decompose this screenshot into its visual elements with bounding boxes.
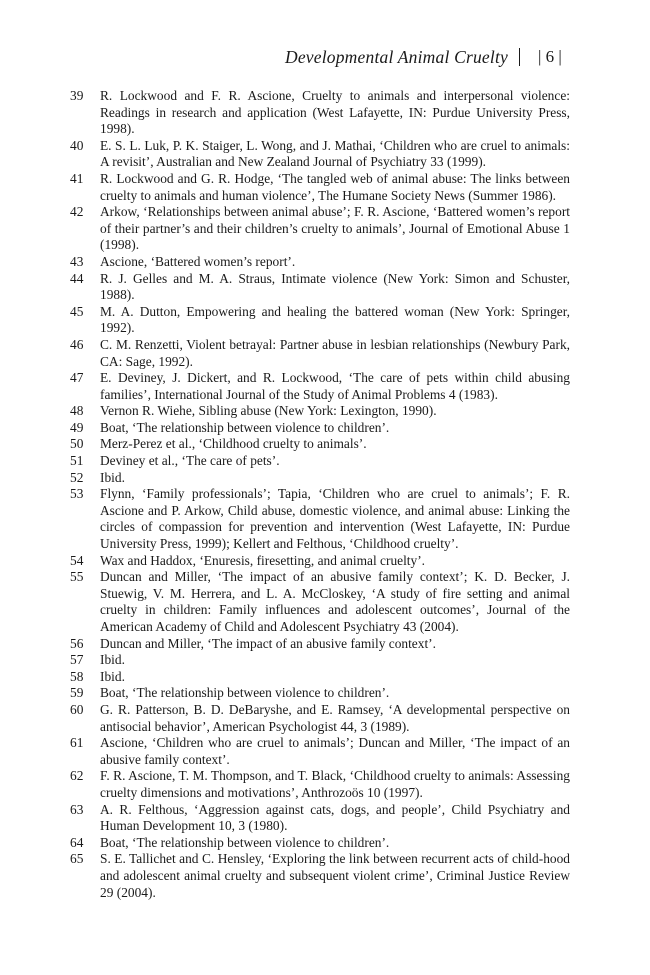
endnote-text: Merz-Perez et al., ‘Childhood cruelty to animals’. <box>100 436 367 452</box>
endnote-number: 57 <box>70 652 84 668</box>
endnote-text: G. R. Patterson, B. D. DeBaryshe, and E. Ramsey, ‘A developmental perspective on antisocial behavior’, American Psychologist 44, 3 (1989). <box>100 701 570 734</box>
endnote-text: Flynn, ‘Family professionals’; Tapia, ‘Children who are cruel to animals’; F. R. Ascione and P. Arkow, Child abuse, domestic violence, and animal abuse: Linking the circles of compassion for prevention and intervention (West Lafayette, IN: Purdue University Press, 1999); Kellert and Felthous, ‘Childhood cruelty’. <box>100 486 570 552</box>
endnote-item <box>70 271 570 304</box>
endnote-item <box>70 802 570 835</box>
endnote-text: R. J. Gelles and M. A. Straus, Intimate violence (New York: Simon and Schuster, 1988). <box>100 270 570 303</box>
endnote-number: 64 <box>70 834 84 850</box>
endnote-number: 62 <box>70 768 84 784</box>
endnote-number: 65 <box>70 851 84 867</box>
endnote-text: Duncan and Miller, ‘The impact of an abusive family context’. <box>100 635 436 651</box>
endnote-number: 40 <box>70 137 84 153</box>
endnote-item <box>70 138 570 171</box>
endnote-item <box>70 652 570 669</box>
endnote-number: 51 <box>70 453 84 469</box>
endnote-number: 58 <box>70 668 84 684</box>
endnote-text: M. A. Dutton, Empowering and healing the battered woman (New York: Springer, 1992). <box>100 303 570 336</box>
endnote-item <box>70 768 570 801</box>
endnote-number: 42 <box>70 204 84 220</box>
endnote-text: Ibid. <box>100 652 125 668</box>
endnote-item <box>70 337 570 370</box>
endnote-item <box>70 171 570 204</box>
endnote-item <box>70 88 570 138</box>
endnote-number: 48 <box>70 403 84 419</box>
endnote-item <box>70 420 570 437</box>
endnote-number: 53 <box>70 486 84 502</box>
endnote-text: Wax and Haddox, ‘Enuresis, firesetting, and animal cruelty’. <box>100 552 426 568</box>
endnote-text: Ibid. <box>100 668 125 684</box>
endnote-number: 50 <box>70 436 84 452</box>
endnote-text: Ibid. <box>100 469 125 485</box>
endnote-text: Vernon R. Wiehe, Sibling abuse (New York: Lexington, 1990). <box>100 403 437 419</box>
endnote-text: C. M. Renzetti, Violent betrayal: Partner abuse in lesbian relationships (Newbury Park, CA: Sage, 1992). <box>100 336 570 369</box>
endnote-number: 55 <box>70 569 84 585</box>
endnote-item <box>70 835 570 852</box>
endnote-text: F. R. Ascione, T. M. Thompson, and T. Black, ‘Childhood cruelty to animals: Assessing cruelty dimensions and motivations’, Anthrozoös 10 (1997). <box>100 768 570 800</box>
endnote-item <box>70 436 570 453</box>
endnote-item <box>70 636 570 653</box>
endnote-item <box>70 453 570 470</box>
endnote-number: 41 <box>70 170 84 186</box>
endnote-text: R. Lockwood and F. R. Ascione, Cruelty to animals and interpersonal violence: Readings in research and application (West Lafayette, IN: Purdue University Press, 1998). <box>100 88 570 137</box>
endnote-item <box>70 553 570 570</box>
running-title: Developmental Animal Cruelty <box>284 47 508 67</box>
endnote-item <box>70 470 570 487</box>
endnote-text: Arkow, ‘Relationships between animal abuse’; F. R. Ascione, ‘Battered women’s report of their partner’s and their children’s cruelty to animals’, Journal of Emotional Abuse 1 (1998). <box>100 204 570 253</box>
endnote-text: Boat, ‘The relationship between violence to children’. <box>100 419 390 435</box>
endnote-item <box>70 569 570 635</box>
endnote-item <box>70 685 570 702</box>
page-number: | 6 | <box>538 47 562 66</box>
endnote-number: 47 <box>70 370 84 386</box>
endnote-text: E. Deviney, J. Dickert, and R. Lockwood, ‘The care of pets within child abusing families’, International Journal of the Study of Animal Problems 4 (1983). <box>100 370 570 402</box>
endnote-item <box>70 304 570 337</box>
endnote-text: Duncan and Miller, ‘The impact of an abusive family context’; K. D. Becker, J. Stuewig, V. M. Herrera, and L. A. McCloskey, ‘A study of fire setting and animal cruelty in children: Family influences and adolescent outcomes’, Journal of the American Academy of Child and Adolescent Psychiatry 43 (2004). <box>100 569 570 634</box>
endnote-item <box>70 735 570 768</box>
endnote-number: 61 <box>70 735 84 751</box>
endnote-text: R. Lockwood and G. R. Hodge, ‘The tangled web of animal abuse: The links between cruelty to animals and human violence’, The Humane Society News (Summer 1986). <box>100 170 570 203</box>
endnote-number: 44 <box>70 270 84 286</box>
endnote-text: Boat, ‘The relationship between violence to children’. <box>100 834 390 850</box>
endnote-number: 54 <box>70 552 84 568</box>
endnote-number: 60 <box>70 701 84 717</box>
endnote-item <box>70 254 570 271</box>
endnote-item <box>70 702 570 735</box>
header-divider <box>519 48 520 66</box>
endnote-text: S. E. Tallichet and C. Hensley, ‘Exploring the link between recurrent acts of child-hood and adolescent animal cruelty and subsequent violent crime’, Criminal Justice Review 29 (2004). <box>100 851 570 900</box>
endnote-text: Ascione, ‘Children who are cruel to animals’; Duncan and Miller, ‘The impact of an abusive family context’. <box>100 735 570 767</box>
endnote-text: Ascione, ‘Battered women’s report’. <box>100 253 296 269</box>
endnote-number: 45 <box>70 303 84 319</box>
endnote-number: 56 <box>70 635 84 651</box>
endnote-number: 63 <box>70 801 84 817</box>
endnote-item <box>70 403 570 420</box>
endnote-item <box>70 370 570 403</box>
endnote-item <box>70 669 570 686</box>
endnote-number: 52 <box>70 469 84 485</box>
endnote-number: 59 <box>70 685 84 701</box>
endnote-text: E. S. L. Luk, P. K. Staiger, L. Wong, and J. Mathai, ‘Children who are cruel to animals: A revisit’, Australian and New Zealand Journal of Psychiatry 33 (1999). <box>100 137 570 170</box>
endnote-number: 46 <box>70 336 84 352</box>
endnote-number: 39 <box>70 88 84 103</box>
endnote-text: Deviney et al., ‘The care of pets’. <box>100 453 280 469</box>
endnote-number: 49 <box>70 419 84 435</box>
endnote-item <box>70 204 570 254</box>
endnotes-list <box>70 88 570 901</box>
endnote-item <box>70 486 570 552</box>
endnote-number: 43 <box>70 253 84 269</box>
endnote-text: A. R. Felthous, ‘Aggression against cats, dogs, and people’, Child Psychiatry and Human Development 10, 3 (1980). <box>100 801 570 834</box>
endnote-text: Boat, ‘The relationship between violence to children’. <box>100 685 390 701</box>
endnote-item <box>70 851 570 901</box>
running-header <box>0 44 650 70</box>
